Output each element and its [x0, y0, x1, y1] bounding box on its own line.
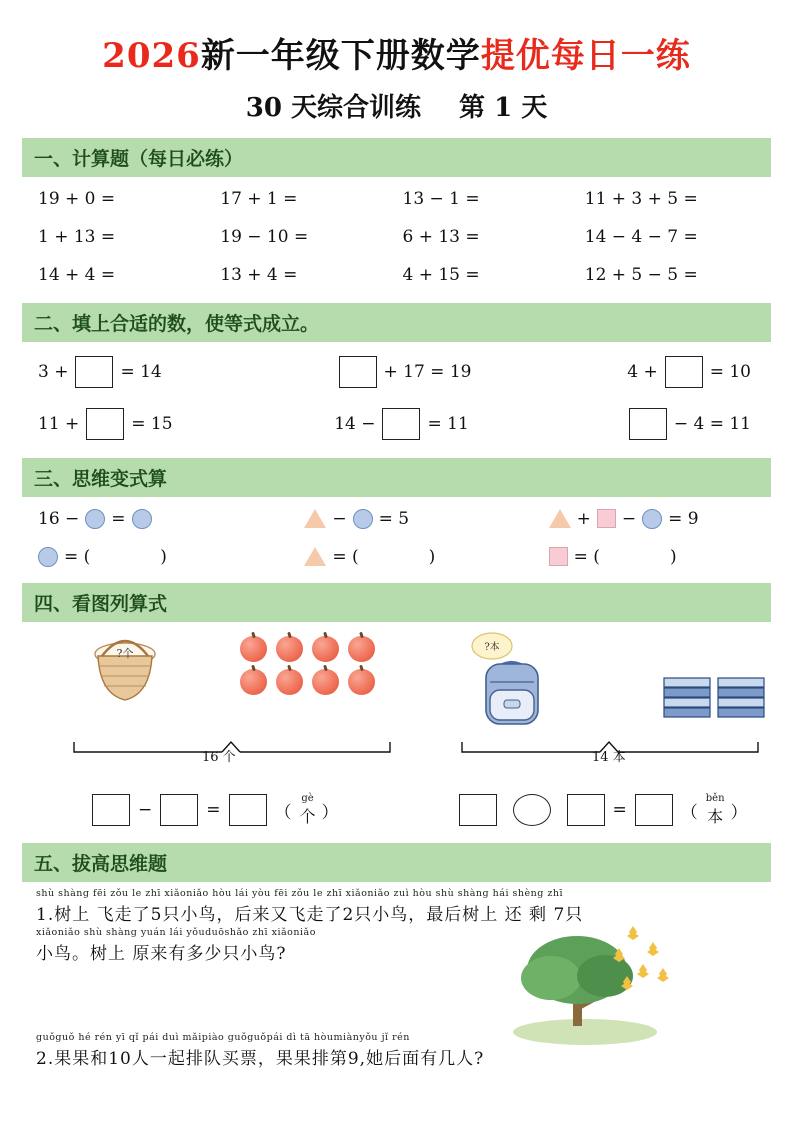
square-icon [549, 547, 568, 566]
answer-blank[interactable] [567, 794, 605, 826]
triangle-icon [549, 509, 571, 528]
equals-sign: = [111, 508, 126, 529]
answer-paren-close: ) [428, 546, 436, 567]
triangle-icon [304, 547, 326, 566]
answer-blank[interactable] [629, 408, 667, 440]
calc-item: 14 − 4 − 7 = [584, 226, 698, 247]
page-title [22, 36, 771, 77]
answer-paren-close: ) [669, 546, 677, 567]
title-tail: 提优每日一练 [480, 36, 691, 76]
circle-icon [38, 547, 58, 567]
calc-item: 6 + 13 = [402, 226, 480, 247]
apple-icon [240, 669, 267, 695]
book-stacks-illustration [662, 672, 774, 736]
pinyin-line: guǒguǒ hé rén yī qǐ pái duì mǎipiào guǒguǒpái dì tā hòumiànyǒu jǐ rén [36, 1031, 410, 1043]
square-icon [597, 509, 616, 528]
problem-text: 2.果果和10人一起排队买票，果果排第9,她后面有几人? [36, 1048, 485, 1069]
unit-label [300, 794, 316, 827]
fill-item [523, 356, 765, 388]
equals-sign: = [612, 800, 627, 821]
shape-answer-line [280, 547, 522, 567]
answer-blank[interactable] [229, 794, 267, 826]
apple-icon [276, 669, 303, 695]
calc-item: 17 + 1 = [220, 188, 298, 209]
book-total-label: 14 本 [592, 749, 626, 765]
title-year: 2026 [102, 36, 201, 76]
picture-equation-row [22, 792, 771, 837]
minus-sign: − [621, 508, 637, 529]
picture-problem-area [22, 622, 771, 792]
fill-item [280, 356, 522, 388]
equals-sign: = [206, 800, 221, 821]
word-problem-2 [22, 1026, 771, 1073]
shape-answer-line [523, 547, 765, 567]
fill-in-grid [22, 342, 771, 452]
fill-suffix: = 14 [120, 361, 162, 382]
problem-text: 1.树上 飞走了5只小鸟，后来又飞走了2只小鸟，最后树上 还 剩 7只 [36, 904, 584, 925]
answer-paren-open: = ( [573, 546, 600, 567]
apple-group [240, 636, 375, 702]
unit-pinyin: běn [705, 792, 725, 804]
circle-icon [642, 509, 662, 529]
circle-icon [132, 509, 152, 529]
paren-close: ） [321, 802, 339, 823]
answer-blank[interactable] [382, 408, 420, 440]
calc-item: 12 + 5 − 5 = [584, 264, 698, 285]
apple-row [240, 636, 375, 662]
answer-blank[interactable] [339, 356, 377, 388]
calc-item: 13 + 4 = [220, 264, 298, 285]
word-problem-1 [22, 882, 771, 968]
picture-equation-right [451, 794, 748, 827]
apple-icon [312, 636, 339, 662]
fill-prefix: 4 + [627, 361, 658, 382]
minus-sign: − [138, 800, 153, 821]
shape-equation [280, 509, 522, 529]
backpack-label: ?本 [484, 641, 500, 653]
answer-blank[interactable] [92, 794, 130, 826]
shape-eq-result: = 5 [378, 508, 410, 529]
apple-row [240, 669, 375, 695]
calc-item: 11 + 3 + 5 = [584, 188, 698, 209]
shape-eq-result: = 9 [668, 508, 699, 529]
picture-equation-left [84, 794, 339, 827]
section-heading-2: 二、填上合适的数，使等式成立。 [22, 303, 771, 342]
paren-open: （ [274, 802, 292, 823]
calc-item: 13 − 1 = [402, 188, 480, 209]
calc-item: 14 + 4 = [38, 264, 116, 285]
plus-sign: + [576, 508, 591, 529]
answer-blank[interactable] [459, 794, 497, 826]
fill-suffix: = 10 [709, 361, 751, 382]
fill-item [38, 356, 280, 388]
pinyin-line: shù shàng fēi zǒu le zhī xiǎoniǎo hòu lái yòu fēi zǒu le zhī xiǎoniǎo zuì hòu shù shàng hái shèng zhī [36, 887, 563, 899]
calculation-grid [22, 177, 771, 297]
fill-suffix: = 15 [131, 413, 173, 434]
fill-suffix: + 17 = 19 [383, 361, 472, 382]
triangle-icon [304, 509, 326, 528]
unit-character: 个 [299, 806, 316, 826]
basket-illustration [80, 632, 170, 714]
fill-item [523, 408, 765, 440]
title-main: 新一年级下册数学 [200, 36, 481, 76]
page-subtitle [22, 87, 771, 124]
unit-character: 本 [707, 806, 724, 826]
unit-label [706, 794, 725, 827]
paren-open: （ [680, 802, 698, 823]
shape-math-grid [22, 497, 771, 577]
subtitle-right: 第 1 天 [459, 92, 548, 123]
minus-sign: − [332, 508, 347, 529]
calc-item: 1 + 13 = [38, 226, 116, 247]
fill-suffix: − 4 = 11 [673, 413, 751, 434]
pinyin-line: xiǎoniǎo shù shàng yuán lái yǒuduōshǎo zhī xiǎoniǎo [36, 926, 316, 938]
answer-blank[interactable] [665, 356, 703, 388]
answer-paren-open: = ( [332, 546, 359, 567]
shape-eq-prefix: 16 − [38, 508, 80, 529]
shape-answer-line [38, 547, 280, 567]
fill-suffix: = 11 [427, 413, 469, 434]
calc-item: 19 + 0 = [38, 188, 116, 209]
answer-paren-open: = ( [64, 546, 91, 567]
operator-blank-circle[interactable] [513, 794, 551, 826]
section-heading-4: 四、看图列算式 [22, 583, 771, 622]
section-heading-1: 一、计算题（每日必练） [22, 138, 771, 177]
backpack-illustration [460, 624, 564, 736]
paren-close: ） [730, 802, 748, 823]
answer-blank[interactable] [86, 408, 124, 440]
calc-item: 4 + 15 = [402, 264, 480, 285]
apple-icon [276, 636, 303, 662]
fill-prefix: 3 + [38, 361, 69, 382]
apple-icon [348, 669, 375, 695]
subtitle-left: 30 天综合训练 [245, 92, 422, 123]
fill-item [38, 408, 280, 440]
section-heading-3: 三、思维变式算 [22, 458, 771, 497]
apple-total-label: 16 个 [202, 749, 236, 765]
shape-equation [38, 509, 280, 529]
circle-icon [353, 509, 373, 529]
apple-icon [312, 669, 339, 695]
circle-icon [85, 509, 105, 529]
fill-prefix: 14 − [334, 413, 376, 434]
unit-pinyin: gè [301, 792, 314, 804]
answer-blank[interactable] [75, 356, 113, 388]
basket-label: ?个 [116, 646, 134, 660]
fill-prefix: 11 + [38, 413, 80, 434]
apple-icon [240, 636, 267, 662]
answer-blank[interactable] [160, 794, 198, 826]
fill-item [280, 408, 522, 440]
problem-text: 小鸟。树上 原来有多少只小鸟? [36, 943, 287, 964]
answer-paren-close: ) [160, 546, 167, 567]
shape-equation [523, 509, 765, 529]
apple-icon [348, 636, 375, 662]
calc-item: 19 − 10 = [220, 226, 309, 247]
answer-blank[interactable] [635, 794, 673, 826]
section-heading-5: 五、拔高思维题 [22, 843, 771, 882]
